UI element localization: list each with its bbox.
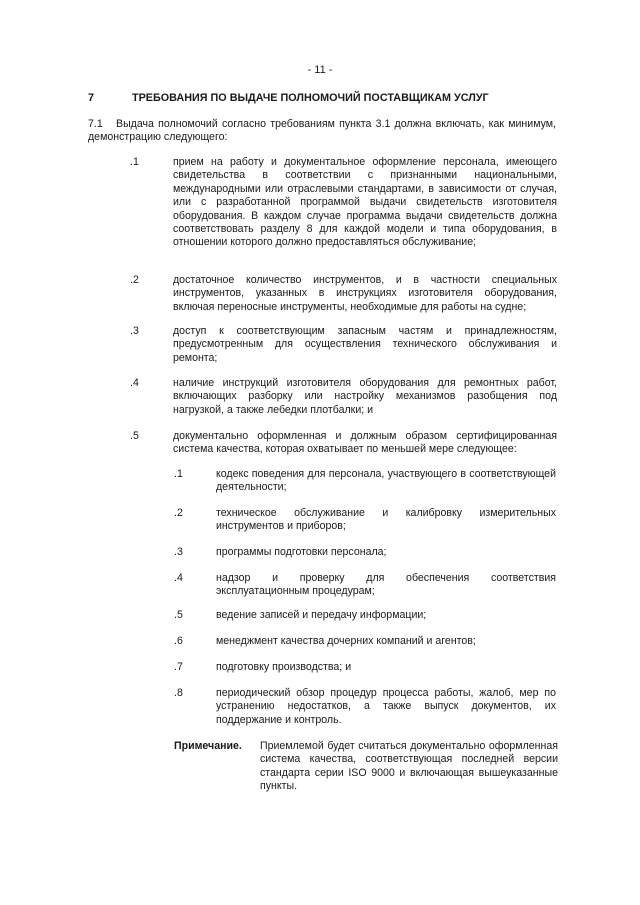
sub-item-text: подготовку производства; и [216,661,352,673]
sub-item-text: менеджмент качества дочерних компаний и агентов; [216,635,476,647]
sub-list-item [174,572,560,599]
list-item-text: достаточное количество инструментов, и в частности специальных инструментов, указанных в инструкциях изготовителя оборудования, включая переносные инструменты, необходимые для работы на судне; [173,274,557,313]
list-item-text: наличие инструкций изготовителя оборудования для ремонтных работ, включающих разборку или настройку механизмов разобщения под нагрузкой, а также лебедки плотбалки; и [173,377,557,416]
sub-list-item [174,687,560,727]
list-item-text: документально оформленная и должным образом сертифицированная система качества, которая охватывает по меньшей мере следующее: [173,430,557,456]
note-label: Примечание. [174,740,242,752]
section-number: 7 [88,92,95,104]
sub-list-item [174,661,560,674]
sub-item-number: .3 [174,546,183,558]
sub-item-number: .2 [174,507,183,519]
sub-list-item [174,609,560,622]
list-item [130,377,560,417]
page-number: - 11 - [307,64,333,76]
list-item-text: прием на работу и документальное оформление персонала, имеющего свидетельства в соответствии с признанными национальными, международными или отраслевыми стандартами, в зависимости от случая, или с разработанной программой выдачи свидетельств изготовителя оборудования. В каждом случае программа выдачи свидетельств должна соответствовать разделу 8 для каждой модели и типа оборудования, в отношении которого должно предоставляться обслуживание; [173,156,557,249]
list-item [130,156,560,250]
section-heading [88,92,568,105]
note-block [174,740,562,794]
sub-item-text: периодический обзор процедур процесса работы, жалоб, мер по устранению недостатков, а также выпуск документов, их поддержание и контроль. [216,687,556,726]
sub-item-text: надзор и проверку для обеспечения соответствия эксплуатационным процедурам; [216,572,556,598]
sub-list-item [174,546,560,559]
intro-number: 7.1 [88,118,103,130]
sub-item-text: ведение записей и передачу информации; [216,609,427,621]
sub-item-text: техническое обслуживание и калибровку измерительных инструментов и приборов; [216,507,556,533]
sub-item-text: кодекс поведения для персонала, участвующего в соответствующей деятельности; [216,468,556,494]
sub-item-number: .6 [174,635,183,647]
list-item [130,325,560,365]
sub-item-number: .7 [174,661,183,673]
list-item-number: .5 [130,430,139,442]
list-item-number: .3 [130,325,139,337]
list-item-number: .1 [130,156,139,168]
list-item [130,430,560,457]
sub-item-number: .5 [174,609,183,621]
intro-text: Выдача полномочий согласно требованиям пункта 3.1 должна включать, как минимум, демонстрацию следующего: [88,118,556,144]
sub-list-item [174,635,560,648]
list-item [130,274,560,314]
sub-item-number: .1 [174,468,183,480]
list-item-number: .2 [130,274,139,286]
sub-list-item [174,468,560,495]
sub-item-text: программы подготовки персонала; [216,546,387,558]
note-text: Приемлемой будет считаться документально оформленная система качества, соответствующая последней версии стандарта серии ISO 9000 и включающая вышеуказанные пункты. [260,740,558,793]
sub-item-number: .4 [174,572,183,584]
intro-paragraph [88,118,556,145]
sub-item-number: .8 [174,687,183,699]
section-title: ТРЕБОВАНИЯ ПО ВЫДАЧЕ ПОЛНОМОЧИЙ ПОСТАВЩИКАМ УСЛУГ [132,92,489,104]
sub-list-item [174,507,560,534]
list-item-text: доступ к соответствующим запасным частям и принадлежностям, предусмотренным для осуществления технического обслуживания и ремонта; [173,325,557,364]
list-item-number: .4 [130,377,139,389]
